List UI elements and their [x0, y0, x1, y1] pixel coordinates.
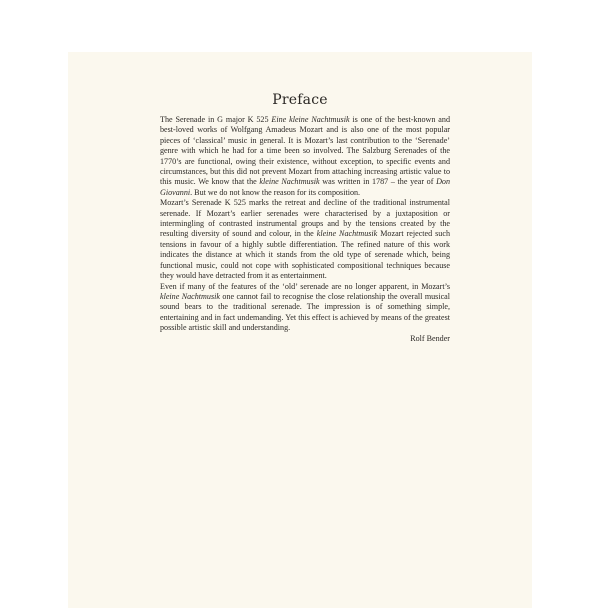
paragraph-text: is one of the best-known and best-loved works of Wolfgang Amadeus Mozart and is also one of the most popular pieces of ‘classical’ music in general. It is Mozart’s last contribution to the ‘Serenade’ genre with which he had for a time been so involved. The Salzburg Serenades of the 1770’s are functional, owing their existence, without exception, to specific events and circumstances, but this did not prevent Mozart from attaching increasing artistic value to this music. We know that the — [160, 115, 450, 187]
paragraph-text: Mozart rejected such tensions in favour of a highly subtle differentiation. The refined nature of this work indicates the distance at which it stands from the old type of serenade which, being functional music, could not cope with sophisticated compositional techniques because they would have detracted from it as entertainment. — [160, 229, 450, 281]
italic-title-text: kleine Nachtmusik — [160, 291, 220, 301]
page-title: Preface — [272, 92, 328, 108]
paragraph-text: . But we do not know the reason for its composition. — [190, 187, 361, 197]
paragraph-text: one cannot fail to recognise the close relationship the overall musical sound bears to the traditional serenade. The impression is of something simple, entertaining and in fact undemanding. Yet this effect is achieved by means of the greatest possible artistic skill and understanding. — [160, 291, 451, 333]
paragraph-text: was written in 1787 – the year of — [319, 177, 437, 187]
paragraph-text: Even if many of the features of the ‘old’ serenade are no longer apparent, in Mozart’s — [160, 281, 450, 291]
italic-title-text: kleine Nachtmusik — [259, 177, 320, 187]
italic-title-text: Don Giovanni — [160, 177, 451, 197]
italic-title-text: kleine Nachtmusik — [316, 229, 378, 239]
paragraph-text: Mozart’s Serenade K 525 marks the retreat and decline of the traditional instrumental serenade. If Mozart’s earlier serenades were characterised by a juxtaposition or intermingling of contrasted instrumental groups and by the tensions created by the resulting diversity of sound and colour, in the — [160, 198, 450, 239]
paragraph-text: The Serenade in G major K 525 — [160, 115, 272, 124]
italic-title-text: Eine kleine Nachtmusik — [271, 115, 350, 124]
paragraph-3 — [160, 282, 450, 334]
author-signature: Rolf Bender — [410, 333, 450, 343]
paragraph-1 — [160, 115, 450, 198]
preface-body — [160, 115, 450, 344]
paragraph-2 — [160, 198, 450, 281]
